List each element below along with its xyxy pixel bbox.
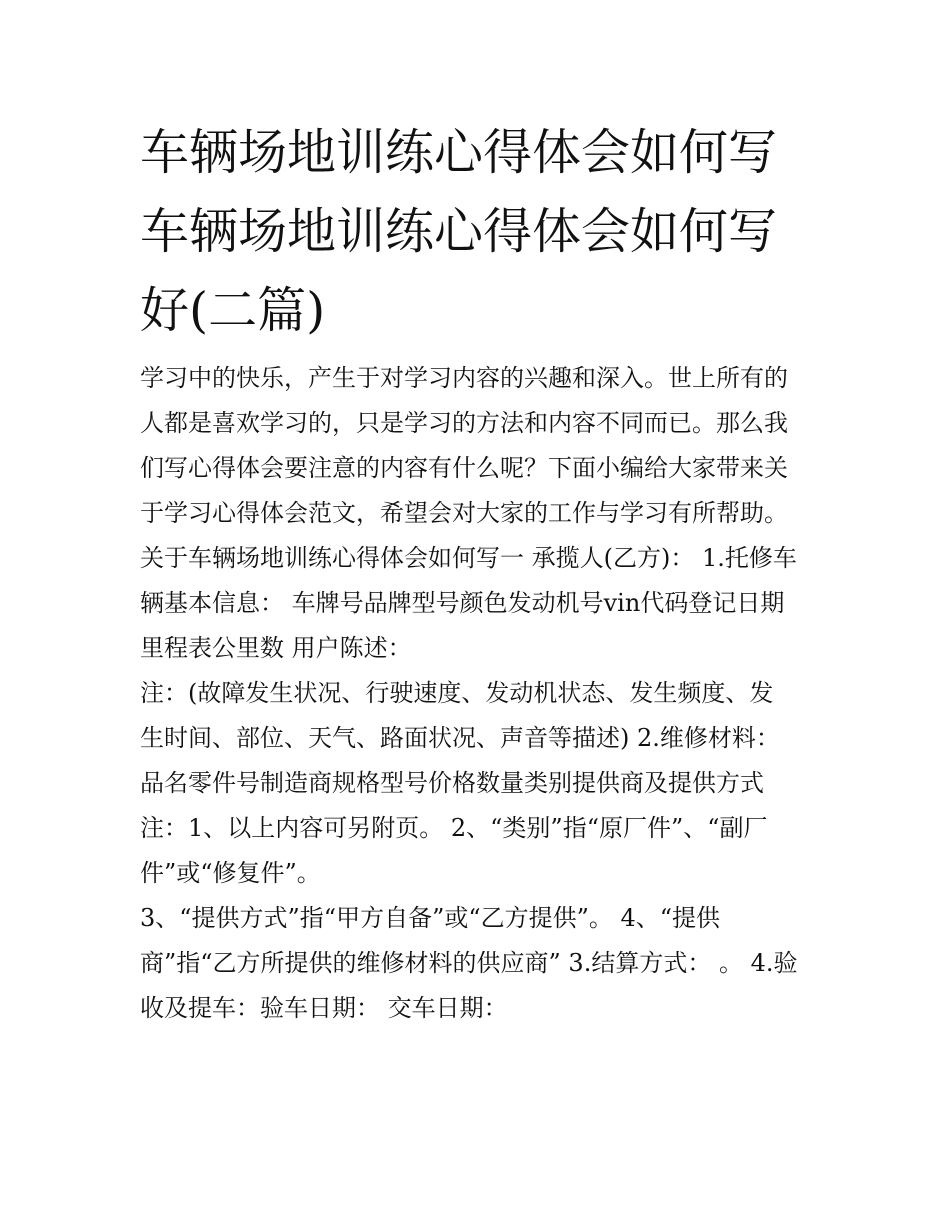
body-line: 注：(故障发生状况、行驶速度、发动机状态、发生频度、发 [140, 679, 774, 707]
body-line: 关于车辆场地训练心得体会如何写一 承揽人(乙方)： 1.托修车 [140, 544, 797, 572]
body-line: 生时间、部位、天气、路面状况、声音等描述) 2.维修材料： [140, 724, 780, 752]
body-line: 收及提车：验车日期： 交车日期： [140, 994, 508, 1022]
body-line: 3、“提供方式”指“甲方自备”或“乙方提供”。 4、“提供 [140, 904, 721, 932]
body-line: 于学习心得体会范文，希望会对大家的工作与学习有所帮助。 [140, 499, 788, 527]
title-line-1: 车辆场地训练心得体会如何写 [140, 124, 778, 181]
document-title [140, 113, 820, 350]
title-line-2: 车辆场地训练心得体会如何写 [140, 203, 778, 260]
body-line: 里程表公里数 用户陈述： [140, 634, 412, 662]
body-line: 人都是喜欢学习的，只是学习的方法和内容不同而已。那么我 [140, 409, 788, 437]
document-body [140, 356, 830, 1031]
body-line: 辆基本信息： 车牌号品牌型号颜色发动机号vin代码登记日期 [140, 589, 785, 617]
body-line: 品名零件号制造商规格型号价格数量类别提供商及提供方式 [140, 769, 764, 797]
body-line: 们写心得体会要注意的内容有什么呢？下面小编给大家带来关 [140, 454, 788, 482]
body-line: 学习中的快乐，产生于对学习内容的兴趣和深入。世上所有的 [140, 364, 788, 392]
body-line: 注：1、以上内容可另附页。 2、“类别”指“原厂件”、“副厂 [140, 814, 768, 842]
body-line: 件”或“修复件”。 [140, 859, 321, 887]
body-line: 商”指“乙方所提供的维修材料的供应商” 3.结算方式： 。 4.验 [140, 949, 798, 977]
title-line-3: 好(二篇) [140, 282, 326, 339]
